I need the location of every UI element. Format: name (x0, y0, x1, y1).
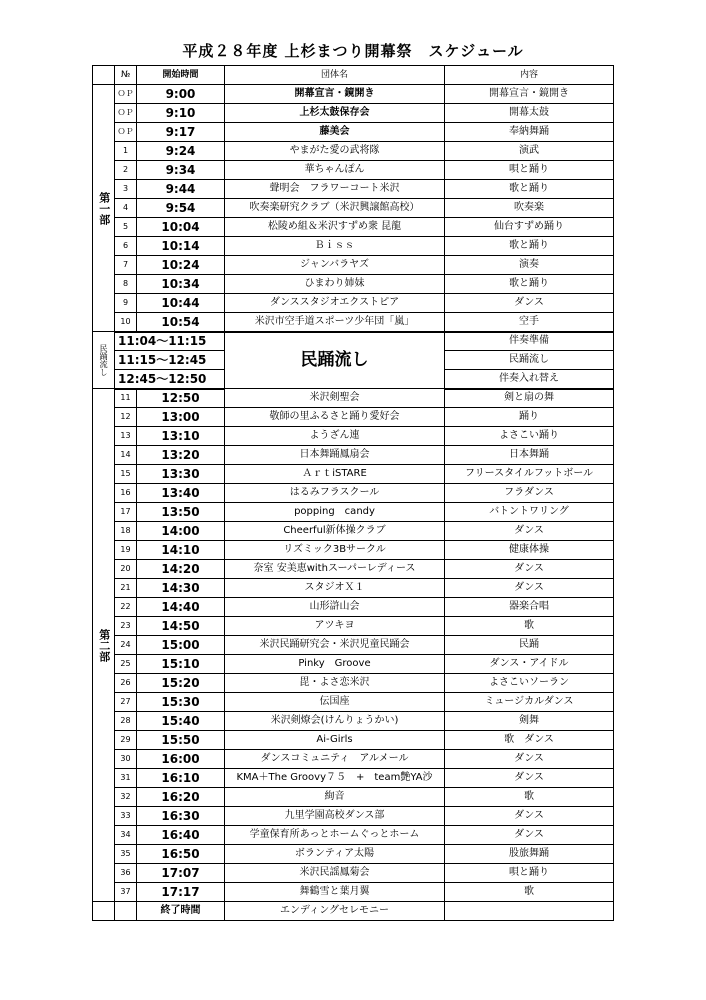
row-no: 9 (115, 294, 137, 313)
row-content: ダンス・アイドル (445, 655, 614, 674)
row-time: 16:00 (137, 750, 225, 769)
row-time: 15:10 (137, 655, 225, 674)
schedule-row (93, 731, 614, 750)
row-no: 8 (115, 275, 137, 294)
row-group: Ｂｉｓｓ (225, 237, 445, 256)
row-content: 剣舞 (445, 712, 614, 731)
schedule-row (93, 408, 614, 427)
row-content: ダンス (445, 294, 614, 313)
row-content: 演奏 (445, 256, 614, 275)
row-group: ボランティア太陽 (225, 845, 445, 864)
middle-time: 11:04～11:15 (115, 332, 225, 351)
row-time: 13:30 (137, 465, 225, 484)
row-no: 16 (115, 484, 137, 503)
row-group: KMA＋The Groovy７５ + team艶YA沙 (225, 769, 445, 788)
row-time: 15:00 (137, 636, 225, 655)
row-content: 歌と踊り (445, 275, 614, 294)
row-group: 絢音 (225, 788, 445, 807)
row-no: 18 (115, 522, 137, 541)
row-group: 吹奏楽研究クラブ（米沢興譲館高校） (225, 199, 445, 218)
row-no: 35 (115, 845, 137, 864)
row-group: Ai-Girls (225, 731, 445, 750)
row-content: 歌 (445, 788, 614, 807)
row-no: 10 (115, 313, 137, 332)
schedule-row (93, 636, 614, 655)
finale-label: 終了時間 (137, 902, 225, 921)
row-content: ダンス (445, 560, 614, 579)
row-no: 23 (115, 617, 137, 636)
row-group: 奈室 安美恵withスーパーレディース (225, 560, 445, 579)
page-title: 平成２８年度 上杉まつり開幕祭 スケジュール (182, 42, 524, 60)
row-time: 10:54 (137, 313, 225, 332)
row-no: 3 (115, 180, 137, 199)
schedule-row (93, 199, 614, 218)
row-time: 15:30 (137, 693, 225, 712)
schedule-row (93, 655, 614, 674)
row-content: 開幕太鼓 (445, 104, 614, 123)
row-no: 21 (115, 579, 137, 598)
row-group: ＡｒｔiSTARE (225, 465, 445, 484)
middle-group: 民踊流し (225, 332, 445, 389)
row-time: 10:24 (137, 256, 225, 275)
row-content: ダンス (445, 522, 614, 541)
row-time: 16:30 (137, 807, 225, 826)
row-content: 健康体操 (445, 541, 614, 560)
row-time: 10:04 (137, 218, 225, 237)
middle-time: 12:45～12:50 (115, 370, 225, 389)
row-time: 14:50 (137, 617, 225, 636)
row-content: 空手 (445, 313, 614, 332)
row-group: 松陵め組＆米沢すずめ衆 昆龍 (225, 218, 445, 237)
middle-row (93, 332, 614, 351)
row-content: 唄と踊り (445, 161, 614, 180)
row-content: 股旅舞踊 (445, 845, 614, 864)
row-no: 11 (115, 389, 137, 408)
middle-content: 伴奏入れ替え (445, 370, 614, 389)
schedule-row (93, 85, 614, 104)
row-time: 9:24 (137, 142, 225, 161)
schedule-row (93, 446, 614, 465)
row-group: 米沢民謡鳳菊会 (225, 864, 445, 883)
row-group: リズミック3Bサークル (225, 541, 445, 560)
row-time: 16:20 (137, 788, 225, 807)
row-content: 歌と踊り (445, 237, 614, 256)
middle-time: 11:15～12:45 (115, 351, 225, 370)
schedule-row (93, 313, 614, 332)
row-content: 民踊 (445, 636, 614, 655)
row-group: ひまわり姉妹 (225, 275, 445, 294)
row-time: 17:07 (137, 864, 225, 883)
row-group: ようざん連 (225, 427, 445, 446)
schedule-row (93, 389, 614, 408)
row-content: 歌 (445, 617, 614, 636)
row-time: 13:10 (137, 427, 225, 446)
row-group: ジャンバラヤズ (225, 256, 445, 275)
schedule-row (93, 845, 614, 864)
schedule-row (93, 218, 614, 237)
row-content: ダンス (445, 807, 614, 826)
schedule-row (93, 180, 614, 199)
row-group: やまがた愛の武将隊 (225, 142, 445, 161)
row-time: 14:20 (137, 560, 225, 579)
schedule-row (93, 522, 614, 541)
row-no: 26 (115, 674, 137, 693)
row-group: Pinky Groove (225, 655, 445, 674)
row-group: ダンスコミュニティ アルメール (225, 750, 445, 769)
schedule-row (93, 123, 614, 142)
row-time: 14:00 (137, 522, 225, 541)
row-content: ダンス (445, 579, 614, 598)
finale-content (445, 902, 614, 921)
header-group: 団体名 (225, 66, 445, 85)
row-no: 1 (115, 142, 137, 161)
schedule-row (93, 503, 614, 522)
row-group: Cheerful新体操クラブ (225, 522, 445, 541)
row-no: 20 (115, 560, 137, 579)
row-time: 14:40 (137, 598, 225, 617)
row-group: 山形滸山会 (225, 598, 445, 617)
row-no: ＯＰ (115, 85, 137, 104)
table-header-row (93, 66, 614, 85)
row-no: 15 (115, 465, 137, 484)
row-time: 13:40 (137, 484, 225, 503)
row-group: ダンススタジオエクストピア (225, 294, 445, 313)
schedule-row (93, 275, 614, 294)
row-no: 31 (115, 769, 137, 788)
schedule-row (93, 142, 614, 161)
row-no: 13 (115, 427, 137, 446)
row-time: 15:40 (137, 712, 225, 731)
schedule-row (93, 750, 614, 769)
schedule-table (92, 65, 614, 921)
row-content: 器楽合唱 (445, 598, 614, 617)
row-group: はるみフラスクール (225, 484, 445, 503)
schedule-row (93, 465, 614, 484)
row-time: 16:10 (137, 769, 225, 788)
schedule-row (93, 484, 614, 503)
row-time: 9:54 (137, 199, 225, 218)
row-no: 30 (115, 750, 137, 769)
row-no: 25 (115, 655, 137, 674)
row-content: 唄と踊り (445, 864, 614, 883)
row-group: スタジオＸ１ (225, 579, 445, 598)
row-no: 14 (115, 446, 137, 465)
row-time: 14:30 (137, 579, 225, 598)
middle-content: 伴奏準備 (445, 332, 614, 351)
schedule-row (93, 883, 614, 902)
row-time: 14:10 (137, 541, 225, 560)
row-content: ミュージカルダンス (445, 693, 614, 712)
row-no: 4 (115, 199, 137, 218)
schedule-row (93, 864, 614, 883)
section-label: 民踊流し (93, 332, 115, 389)
row-no: 17 (115, 503, 137, 522)
row-content: 踊り (445, 408, 614, 427)
row-group: 開幕宣言・鏡開き (225, 85, 445, 104)
schedule-row (93, 674, 614, 693)
row-no: 28 (115, 712, 137, 731)
row-content: ダンス (445, 769, 614, 788)
row-content: 日本舞踊 (445, 446, 614, 465)
row-content: 演武 (445, 142, 614, 161)
row-content: 歌 (445, 883, 614, 902)
row-time: 10:14 (137, 237, 225, 256)
row-group: アツキヨ (225, 617, 445, 636)
row-content: バトントワリング (445, 503, 614, 522)
row-time: 9:34 (137, 161, 225, 180)
row-no: 7 (115, 256, 137, 275)
row-group: 聲明会 フラワーコート米沢 (225, 180, 445, 199)
schedule-row (93, 788, 614, 807)
row-no: 12 (115, 408, 137, 427)
schedule-row (93, 807, 614, 826)
row-time: 12:50 (137, 389, 225, 408)
schedule-row (93, 427, 614, 446)
row-time: 9:44 (137, 180, 225, 199)
row-no: 29 (115, 731, 137, 750)
row-group: 九里学園高校ダンス部 (225, 807, 445, 826)
schedule-row (93, 693, 614, 712)
finale-blank (93, 902, 115, 921)
schedule-row (93, 541, 614, 560)
row-no: ＯＰ (115, 123, 137, 142)
row-no: ＯＰ (115, 104, 137, 123)
section-label: 第一部 (93, 85, 115, 332)
row-content: 仙台すずめ踊り (445, 218, 614, 237)
finale-group: エンディングセレモニー (225, 902, 445, 921)
row-time: 10:44 (137, 294, 225, 313)
schedule-row (93, 104, 614, 123)
row-content: 吹奏楽 (445, 199, 614, 218)
row-no: 32 (115, 788, 137, 807)
row-content: よさこいソーラン (445, 674, 614, 693)
header-section (93, 66, 115, 85)
row-time: 10:34 (137, 275, 225, 294)
middle-content: 民踊流し (445, 351, 614, 370)
row-content: よさこい踊り (445, 427, 614, 446)
row-time: 17:17 (137, 883, 225, 902)
schedule-row (93, 237, 614, 256)
row-time: 9:17 (137, 123, 225, 142)
schedule-row (93, 826, 614, 845)
schedule-row (93, 560, 614, 579)
row-no: 2 (115, 161, 137, 180)
header-no: № (115, 66, 137, 85)
row-content: フリースタイルフットボール (445, 465, 614, 484)
schedule-row (93, 598, 614, 617)
row-no: 5 (115, 218, 137, 237)
row-content: 奉納舞踊 (445, 123, 614, 142)
schedule-row (93, 712, 614, 731)
row-group: 敬師の里ふるさと踊り愛好会 (225, 408, 445, 427)
row-content: 歌 ダンス (445, 731, 614, 750)
row-no: 22 (115, 598, 137, 617)
row-content: 剣と扇の舞 (445, 389, 614, 408)
row-content: ダンス (445, 750, 614, 769)
row-time: 9:10 (137, 104, 225, 123)
row-group: 米沢剣燎会(けんりょうかい) (225, 712, 445, 731)
row-group: 上杉太鼓保存会 (225, 104, 445, 123)
schedule-row (93, 769, 614, 788)
row-no: 36 (115, 864, 137, 883)
schedule-row (93, 294, 614, 313)
row-no: 24 (115, 636, 137, 655)
finale-row (93, 902, 614, 921)
schedule-row (93, 617, 614, 636)
finale-blank-no (115, 902, 137, 921)
row-no: 33 (115, 807, 137, 826)
schedule-row (93, 161, 614, 180)
row-group: 華ちゃんぽん (225, 161, 445, 180)
header-time: 開始時間 (137, 66, 225, 85)
schedule-row (93, 256, 614, 275)
row-time: 9:00 (137, 85, 225, 104)
row-group: 米沢民踊研究会・米沢児童民踊会 (225, 636, 445, 655)
row-no: 19 (115, 541, 137, 560)
header-content: 内容 (445, 66, 614, 85)
section-label: 第二部 (93, 389, 115, 902)
row-group: 舞鶴雪と葉月翼 (225, 883, 445, 902)
row-no: 37 (115, 883, 137, 902)
row-group: 学童保育所あっとホームぐっとホーム (225, 826, 445, 845)
schedule-row (93, 579, 614, 598)
row-time: 13:20 (137, 446, 225, 465)
row-time: 16:50 (137, 845, 225, 864)
row-group: popping candy (225, 503, 445, 522)
row-content: フラダンス (445, 484, 614, 503)
row-time: 13:50 (137, 503, 225, 522)
row-group: 米沢市空手道スポーツ少年団「嵐」 (225, 313, 445, 332)
row-group: 米沢剣聖会 (225, 389, 445, 408)
row-time: 13:00 (137, 408, 225, 427)
row-no: 34 (115, 826, 137, 845)
row-group: 毘・よさ恋米沢 (225, 674, 445, 693)
row-time: 15:20 (137, 674, 225, 693)
row-time: 15:50 (137, 731, 225, 750)
row-content: ダンス (445, 826, 614, 845)
row-time: 16:40 (137, 826, 225, 845)
row-no: 27 (115, 693, 137, 712)
row-group: 藤美会 (225, 123, 445, 142)
row-group: 伝国座 (225, 693, 445, 712)
row-group: 日本舞踊鳳扇会 (225, 446, 445, 465)
row-no: 6 (115, 237, 137, 256)
row-content: 開幕宣言・鏡開き (445, 85, 614, 104)
row-content: 歌と踊り (445, 180, 614, 199)
